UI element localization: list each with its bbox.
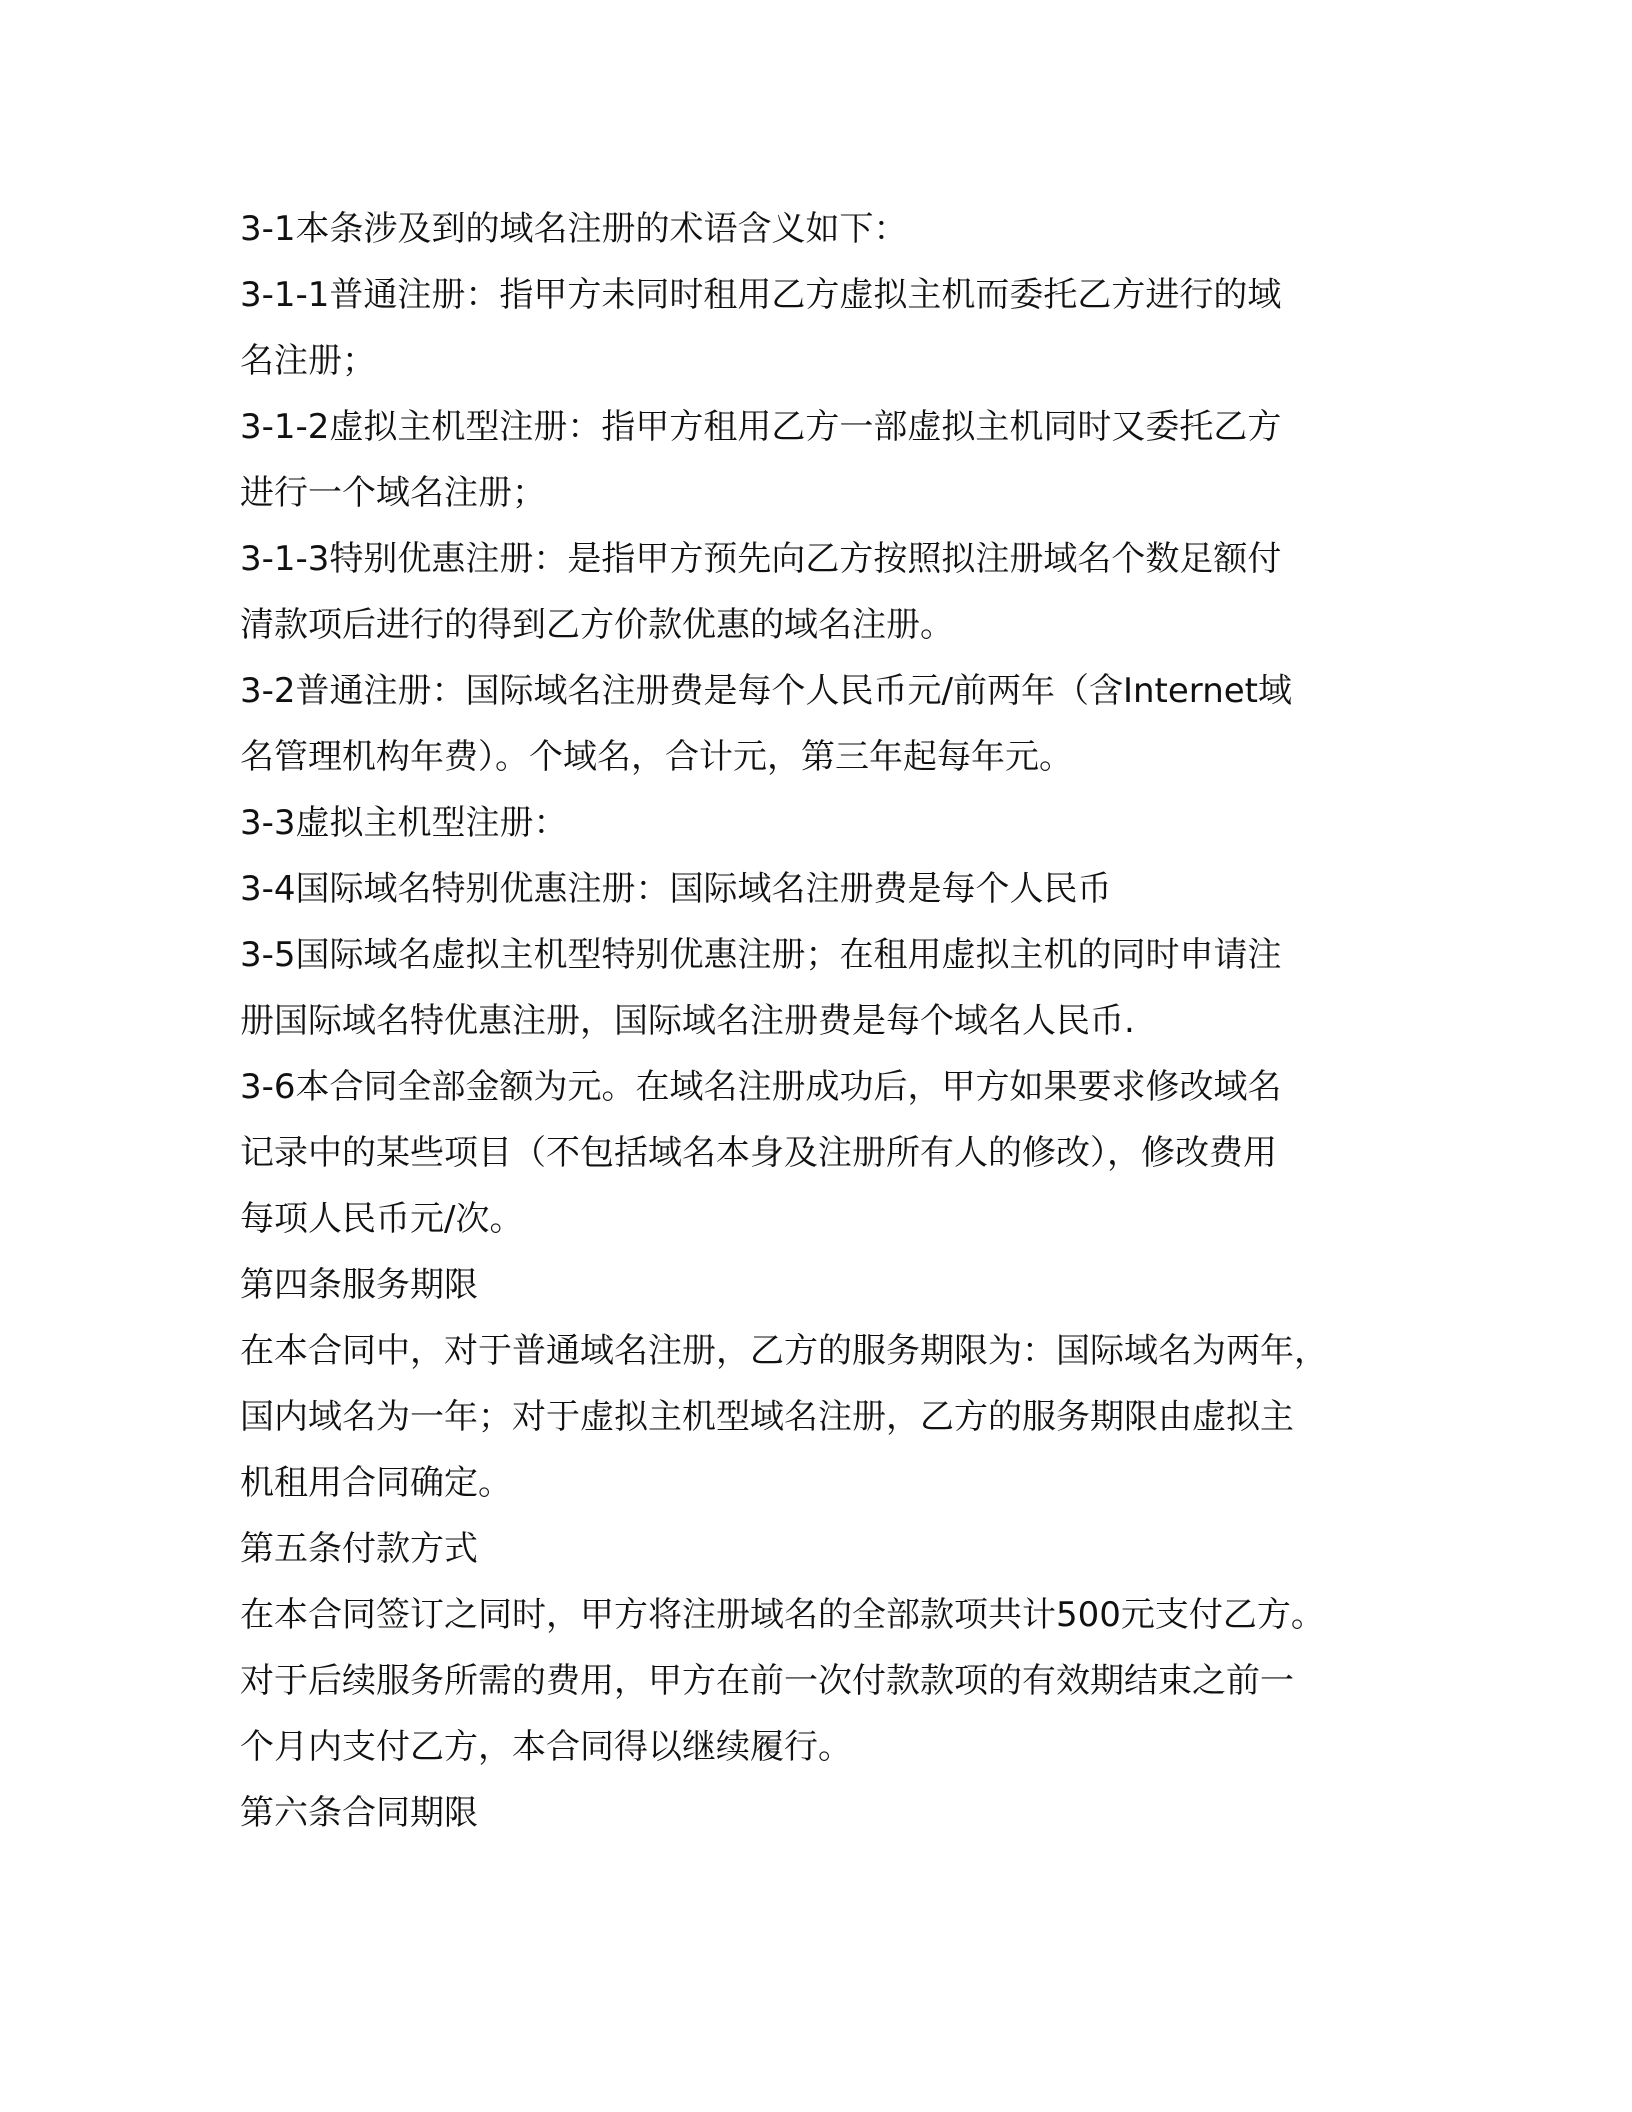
section-heading: 第六条合同期限 bbox=[240, 1793, 478, 1833]
text-line: 3-6本合同全部金额为元。在域名注册成功后，甲方如果要求修改域名 bbox=[240, 1067, 1282, 1107]
text-line: 每项人民币元/次。 bbox=[240, 1199, 524, 1239]
text-line: 进行一个域名注册； bbox=[240, 473, 546, 513]
text-line: 国内域名为一年；对于虚拟主机型域名注册，乙方的服务期限由虚拟主 bbox=[240, 1397, 1294, 1437]
section-heading: 第四条服务期限 bbox=[240, 1265, 478, 1305]
text-line: 在本合同签订之同时，甲方将注册域名的全部款项共计500元支付乙方。 bbox=[240, 1595, 1325, 1635]
text-line: 清款项后进行的得到乙方价款优惠的域名注册。 bbox=[240, 605, 954, 645]
text-line: 3-1-3特别优惠注册：是指甲方预先向乙方按照拟注册域名个数足额付 bbox=[240, 539, 1282, 579]
text-line: 名管理机构年费）。个域名，合计元，第三年起每年元。 bbox=[240, 737, 1073, 777]
text-line: 3-1本条涉及到的域名注册的术语含义如下： bbox=[240, 209, 908, 249]
section-heading: 第五条付款方式 bbox=[240, 1529, 478, 1569]
text-line: 3-1-2虚拟主机型注册：指甲方租用乙方一部虚拟主机同时又委托乙方 bbox=[240, 407, 1282, 447]
text-line: 名注册； bbox=[240, 341, 376, 381]
text-line: 册国际域名特优惠注册，国际域名注册费是每个域名人民币. bbox=[240, 1001, 1135, 1041]
text-line: 3-1-1普通注册：指甲方未同时租用乙方虚拟主机而委托乙方进行的域 bbox=[240, 275, 1282, 315]
text-line: 3-3虚拟主机型注册： bbox=[240, 803, 568, 843]
document-body bbox=[240, 196, 1390, 1846]
text-line: 3-2普通注册：国际域名注册费是每个人民币元/前两年（含Internet域 bbox=[240, 671, 1292, 711]
text-line: 记录中的某些项目（不包括域名本身及注册所有人的修改），修改费用 bbox=[240, 1133, 1277, 1173]
text-line: 在本合同中，对于普通域名注册，乙方的服务期限为：国际域名为两年， bbox=[240, 1331, 1328, 1371]
text-line: 3-4国际域名特别优惠注册：国际域名注册费是每个人民币 bbox=[240, 869, 1112, 909]
text-line: 机租用合同确定。 bbox=[240, 1463, 512, 1503]
text-line: 3-5国际域名虚拟主机型特别优惠注册；在租用虚拟主机的同时申请注 bbox=[240, 935, 1282, 975]
text-line: 对于后续服务所需的费用，甲方在前一次付款款项的有效期结束之前一 bbox=[240, 1661, 1294, 1701]
text-line: 个月内支付乙方，本合同得以继续履行。 bbox=[240, 1727, 852, 1767]
